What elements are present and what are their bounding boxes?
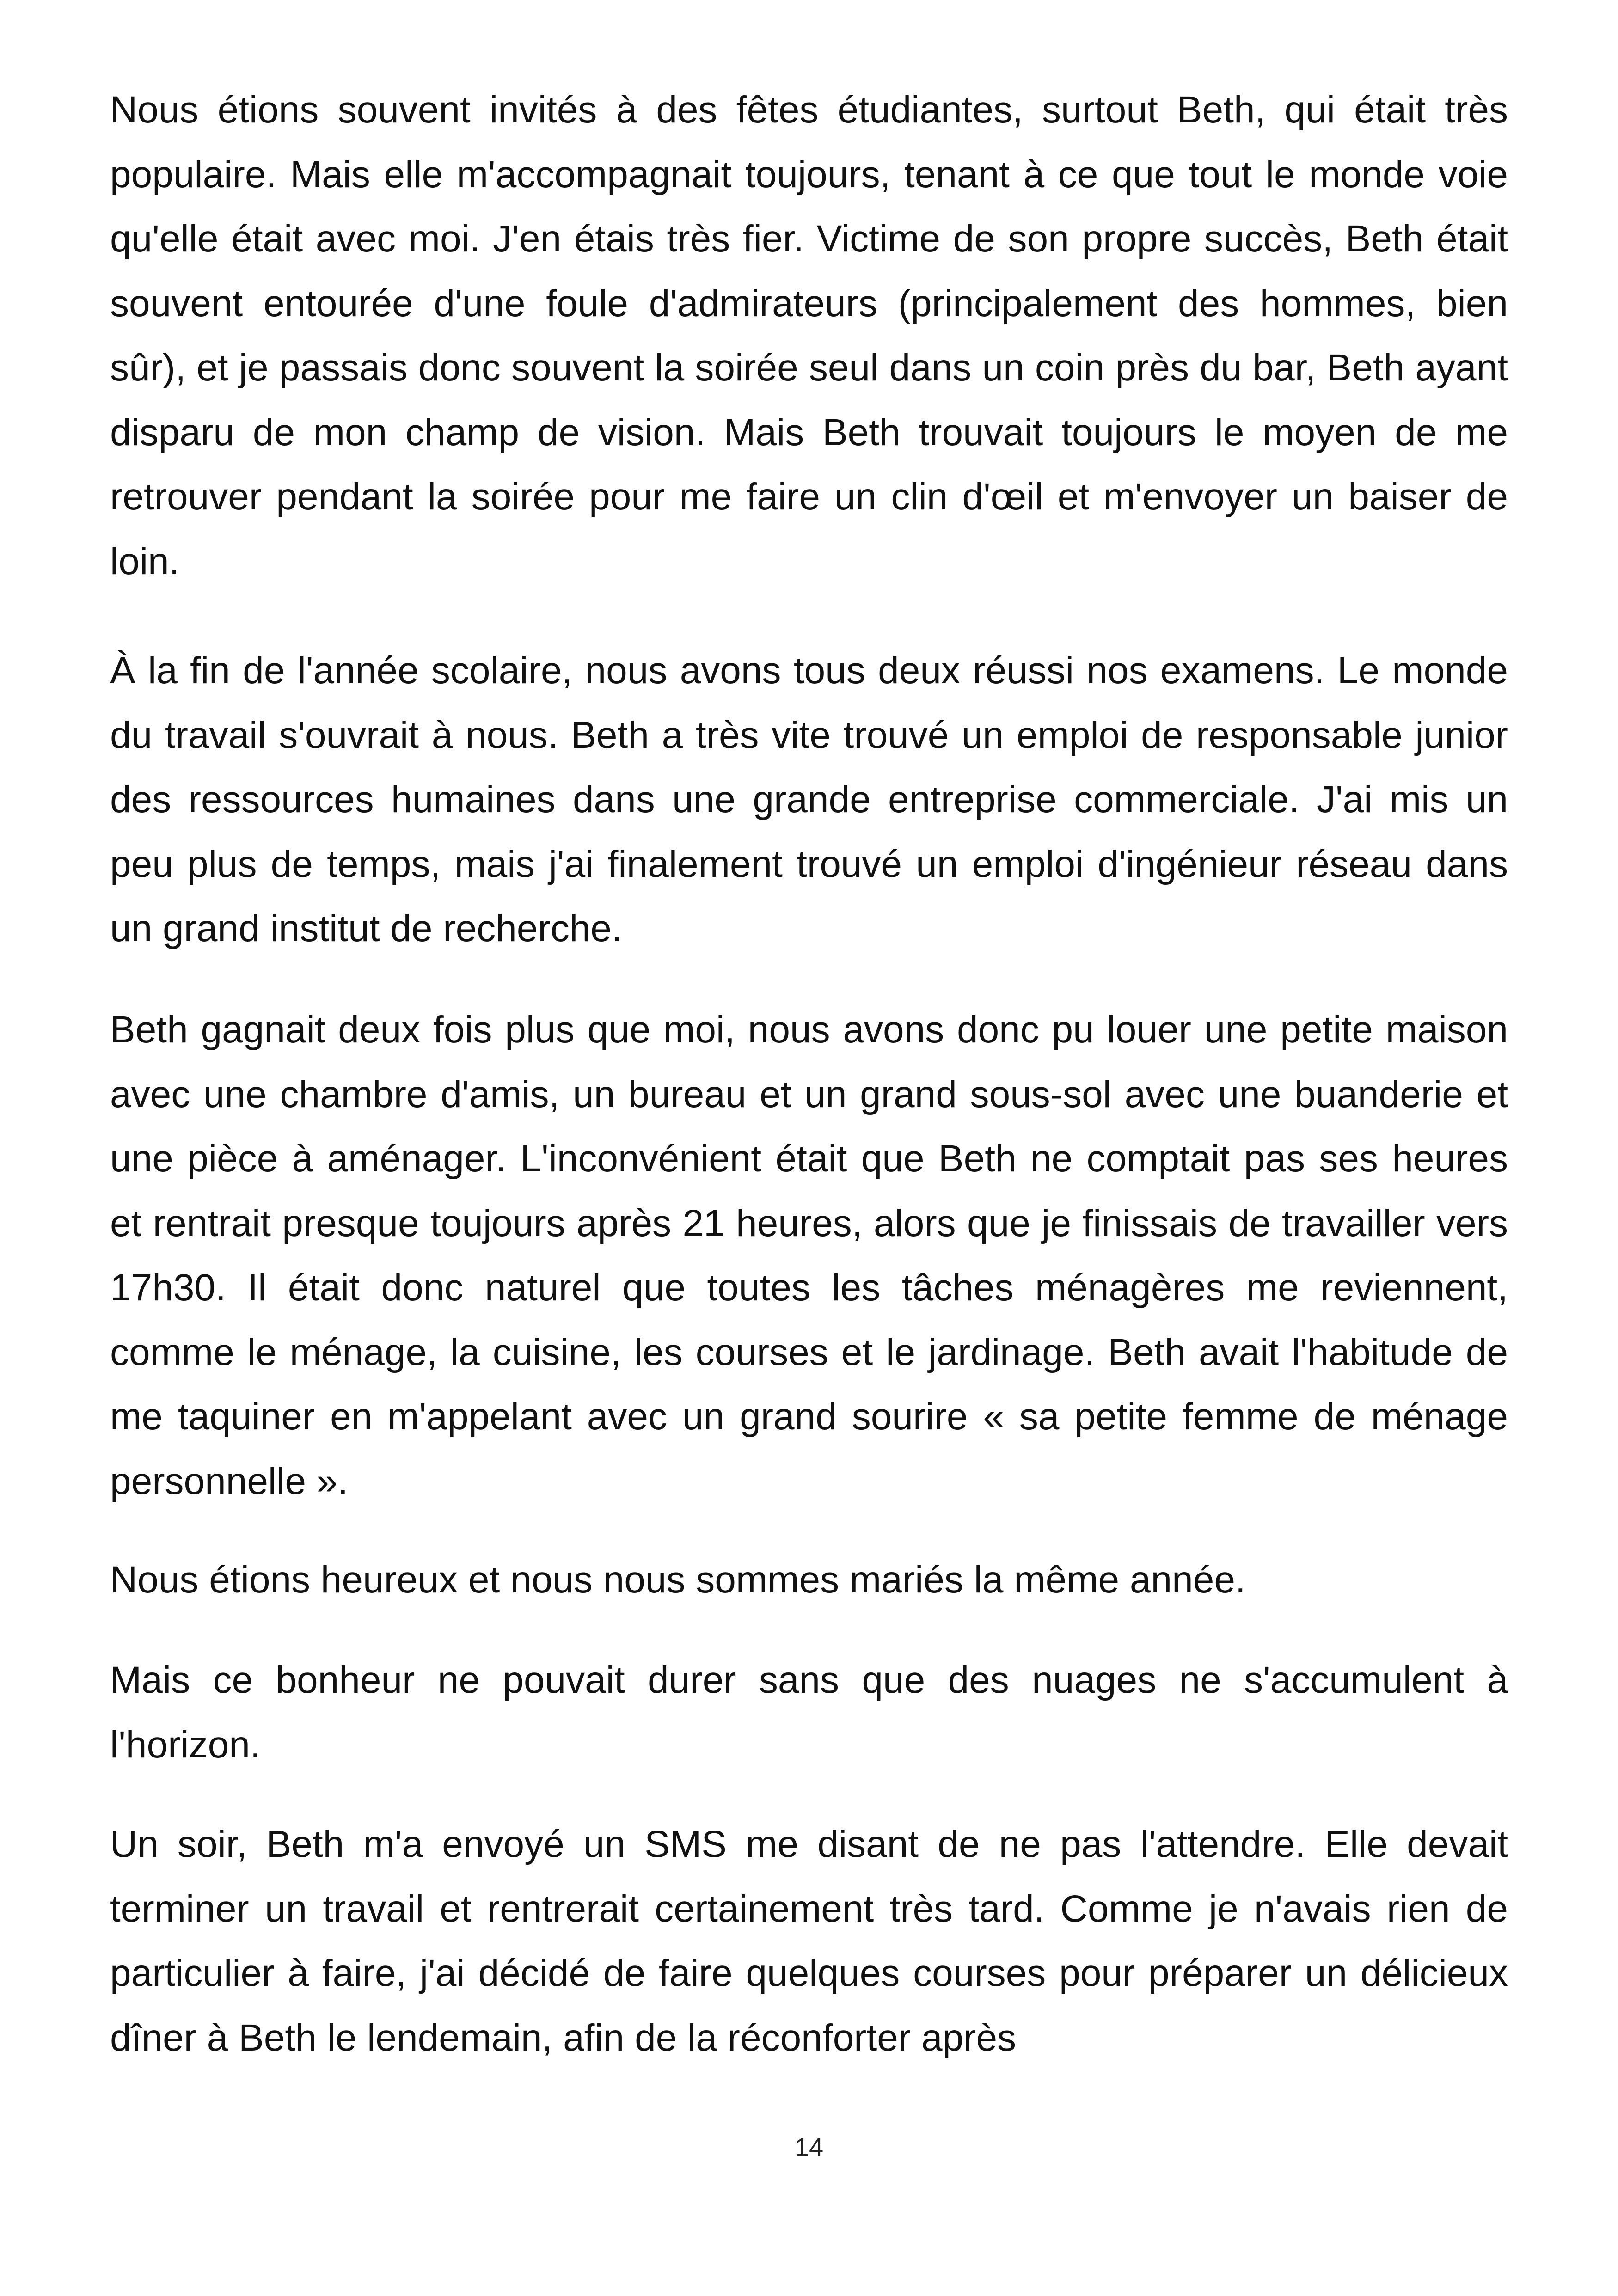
paragraph-5: Mais ce bonheur ne pouvait durer sans que des nuages ne s'accumulent à l'horizon. [110, 1659, 1508, 1766]
paragraph-3: Beth gagnait deux fois plus que moi, nous avons donc pu louer une petite maison avec une chambre d'amis, un bureau et un grand sous-sol avec une buanderie et une pièce à aménager. L'inconvénient était que Beth ne comptait pas ses heures et rentrait presque toujours après 21 heures, alors que je finissais de travailler vers 17h30. Il était donc naturel que toutes les tâches ménagères me reviennent, comme le ménage, la cuisine, les courses et le jardinage. Beth avait l'habitude de me taquiner en m'appelant avec un grand sourire « sa petite femme de ménage personnelle ». [110, 1009, 1508, 1502]
paragraph-6: Un soir, Beth m'a envoyé un SMS me disant de ne pas l'attendre. Elle devait terminer un travail et rentrerait certainement très tard. Comme je n'avais rien de particulier à faire, j'ai décidé de faire quelques courses pour préparer un délicieux dîner à Beth le lendemain, afin de la réconforter après [110, 1823, 1508, 2059]
page-number: 14 [794, 2132, 824, 2161]
body-text [110, 78, 1508, 2059]
paragraph-1: Nous étions souvent invités à des fêtes étudiantes, surtout Beth, qui était très populaire. Mais elle m'accompagnait toujours, tenant à ce que tout le monde voie qu'elle était avec moi. J'en étais très fier. Victime de son propre succès, Beth était souvent entourée d'une foule d'admirateurs (principalement des hommes, bien sûr), et je passais donc souvent la soirée seul dans un coin près du bar, Beth ayant disparu de mon champ de vision. Mais Beth trouvait toujours le moyen de me retrouver pendant la soirée pour me faire un clin d'œil et m'envoyer un baiser de loin. [110, 89, 1508, 582]
paragraph-2: À la fin de l'année scolaire, nous avons tous deux réussi nos examens. Le monde du travail s'ouvrait à nous. Beth a très vite trouvé un emploi de responsable junior des ressources humaines dans une grande entreprise commerciale. J'ai mis un peu plus de temps, mais j'ai finalement trouvé un emploi d'ingénieur réseau dans un grand institut de recherche. [110, 649, 1508, 949]
paragraph-4: Nous étions heureux et nous nous sommes mariés la même année. [110, 1559, 1246, 1601]
